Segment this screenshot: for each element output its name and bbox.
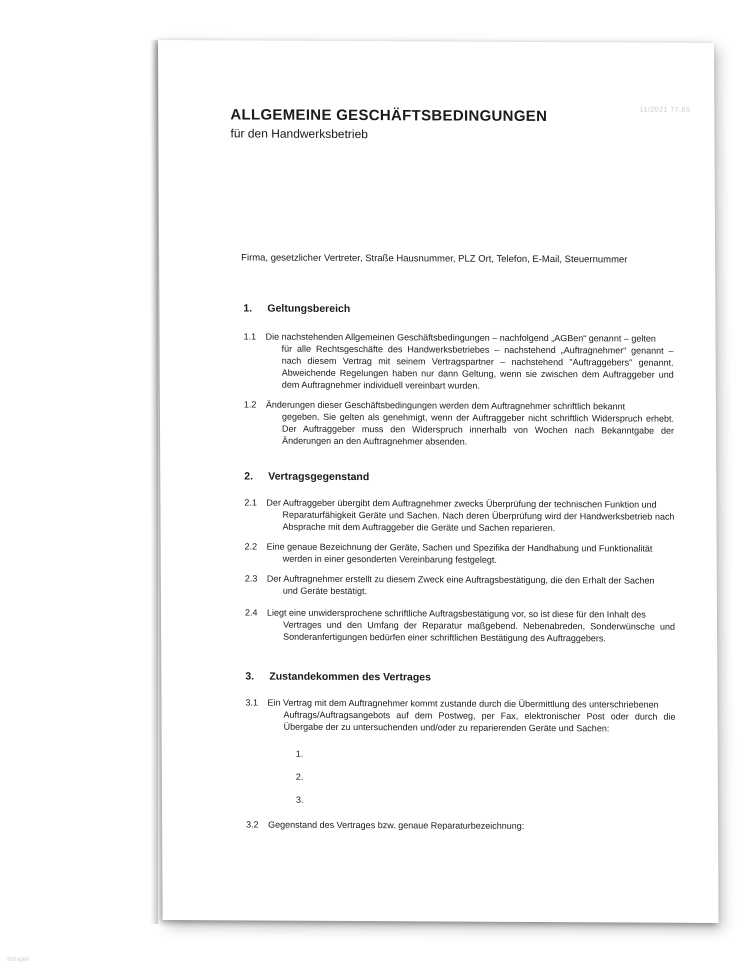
clause-3-1	[245, 696, 675, 734]
clause-2-2	[245, 540, 675, 566]
clause-number: 2.1	[244, 497, 257, 508]
clause-first-line: Liegt eine unwidersprochene schriftliche Auftragsbestätigung vor, so ist diese für den Inhalt des	[266, 607, 646, 620]
clause-text: Vertrages und den Umfang der Reparatur maßgebend. Nebenabreden, Sonderwünsche und Sonderanfertigungen bedürfen einer schriftlichen Bestätigung des Auftraggebers.	[283, 619, 676, 644]
list-item: 3.	[295, 794, 304, 805]
section-heading-1	[243, 302, 350, 315]
clause-first-line: Der Auftraggeber übergibt dem Auftragnehmer zwecks Überprüfung der technischen Funktion und	[266, 497, 657, 510]
clause-number: 3.2	[246, 819, 259, 830]
section-heading-3	[245, 670, 431, 683]
clause-first-line: Änderungen dieser Geschäftsbedingungen werden dem Auftragnehmer schriftlich bekannt	[265, 399, 626, 412]
document-title: ALLGEMEINE GESCHÄFTSBEDINGUNGEN	[230, 106, 548, 126]
section-heading-2	[244, 470, 369, 483]
document-page	[158, 40, 719, 923]
firm-line: Firma, gesetzlicher Vertreter, Straße Hausnummer, PLZ Ort, Telefon, E-Mail, Steuernummer	[241, 252, 628, 266]
clause-first-line: Die nachstehenden Allgemeinen Geschäftsbedingungen – nachfolgend „AGBen“ genannt – gelten	[265, 331, 656, 344]
clause-number: 2.3	[244, 573, 258, 584]
section-number: 2.	[244, 470, 254, 483]
clause-text: für alle Rechtsgeschäfte des Handwerksbetriebes – nachstehend „Auftragnehmer“ genannt – nach diesem Vertrag mit seinem Vertragspartner – nachstehend "Auftraggebers" genannt. Abweichende Regelungen haben nur dann Geltung, wenn sie zwischen dem Auftraggeber und dem Auftragnehmer individuell vereinbart wurden.	[281, 343, 674, 391]
section-title: Vertragsgegenstand	[268, 470, 370, 484]
document-subtitle: für den Handwerksbetrieb	[230, 126, 368, 142]
clause-number: 1.2	[243, 399, 257, 410]
clause-1-1	[244, 330, 674, 392]
watermark: Vorlagen	[6, 957, 30, 963]
document-stamp: 11/2021 77.65	[639, 106, 691, 114]
clause-number: 3.1	[245, 697, 259, 708]
list-item: 2.	[295, 771, 304, 782]
clause-1-2	[244, 398, 674, 448]
page-edge-shadow	[150, 40, 158, 924]
section-title: Geltungsbereich	[267, 302, 351, 316]
clause-first-line: Gegenstand des Vertrages bzw. genaue Reparaturbezeichnung:	[268, 819, 525, 831]
clause-first-line: Eine genaue Bezeichnung der Geräte, Sachen und Spezifika der Handhabung und Funktionalität	[266, 541, 653, 554]
section-title: Zustandekommen des Vertrages	[269, 670, 432, 684]
section-number: 3.	[245, 670, 255, 683]
clause-first-line: Der Auftragnehmer erstellt zu diesem Zweck eine Auftragsbestätigung, die den Erhalt der Sachen	[266, 573, 655, 586]
clause-text: Reparaturfähigkeit Geräte und Sachen. Nach deren Überprüfung wird der Handwerksbetrieb nach Absprache mit dem Auftraggeber die Geräte und Sachen reparieren.	[282, 509, 675, 534]
list-item: 1.	[295, 748, 304, 759]
clause-text: Auftrags/Auftragsangebots auf dem Postweg, per Fax, elektronischer Post oder durch die Übergabe der zu untersuchenden und/oder zu reparierenden Geräte und Sachen:	[283, 709, 676, 734]
clause-2-4	[245, 606, 675, 644]
clause-number: 1.1	[243, 331, 257, 342]
clause-text: und Geräte bestätigt.	[282, 585, 367, 597]
section-number: 1.	[243, 302, 253, 315]
clause-first-line: Ein Vertrag mit dem Auftragnehmer kommt zustande durch die Übermittlung des unterschriebenen	[267, 697, 659, 710]
clause-2-3	[245, 572, 675, 598]
clause-3-2	[246, 818, 676, 832]
clause-number: 2.4	[244, 607, 258, 618]
clause-text: gegeben. Sie gelten als genehmigt, wenn der Auftraggeber nicht schriftlich Widerspruch erhebt. Der Auftraggeber muss den Widerspruch innerhalb von Wochen nach Bekanntgabe der Änderungen an den Auftragnehmer absenden.	[281, 411, 675, 447]
clause-2-1	[244, 496, 674, 534]
clause-text: werden in einer gesonderten Vereinbarung festgelegt.	[282, 553, 497, 565]
clause-number: 2.2	[244, 541, 258, 552]
